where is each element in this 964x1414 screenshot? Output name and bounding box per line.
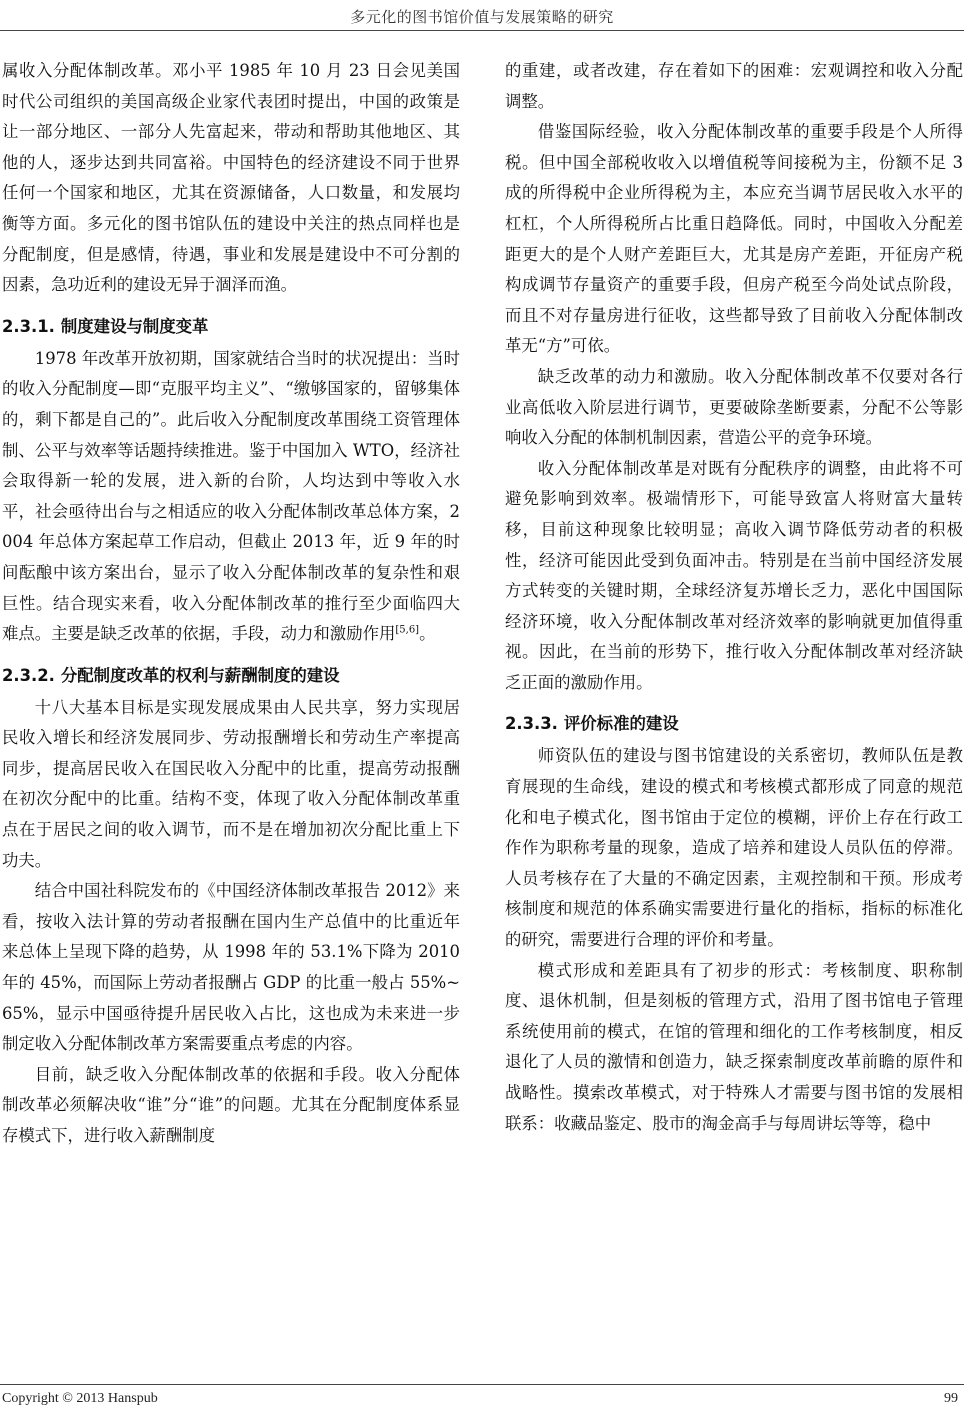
paragraph: 师资队伍的建设与图书馆建设的关系密切，教师队伍是教育展现的生命线，建设的模式和考核模式都形成了同意的规范化和电子模式化，图书馆由于定位的模糊，评价上存在行政工作作为职称考量的现象，造成了培养和建设人员队伍的停滞。人员考核存在了大量的不确定因素，主观控制和干预。形成考核制度和规范的体系确实需要进行量化的指标，指标的标准化的研究，需要进行合理的评价和考量。 [505, 746, 963, 950]
header-rule [0, 30, 964, 31]
paragraph-continued: 属收入分配体制改革。邓小平 1985 年 10 月 23 日会见美国时代公司组织的美国高级企业家代表团时提出，中国的政策是让一部分地区、一部分人先富起来，带动和帮助其他地区、其他的人，逐步达到共同富裕。中国特色的经济建设不同于世界任何一个国家和地区，尤其在资源储备，人口数量，和发展均衡等方面。多元化的图书馆队伍的建设中关注的热点同样也是分配制度，但是感情，待遇，事业和发展是建设中不可分割的因素，急功近利的建设无异于涸泽而渔。 [2, 61, 460, 295]
paragraph [2, 344, 460, 650]
footer-rule [0, 1384, 964, 1385]
paragraph-continued: 的重建，或者改建，存在着如下的困难：宏观调控和收入分配调整。 [505, 61, 963, 111]
paragraph: 借鉴国际经验，收入分配体制改革的重要手段是个人所得税。但中国全部税收收入以增值税等间接税为主，份额不足 3 成的所得税中企业所得税为主，本应充当调节居民收入水平的杠杠，个人所得税所占比重日趋降低。同时，中国收入分配差距更大的是个人财产差距巨大，尤其是房产差距，开征房产税构成调节存量资产的重要手段，但房产税至今尚处试点阶段，而且不对存量房进行征收，这些都导致了目前收入分配体制改革无“方”可依。 [505, 122, 963, 356]
section-title: 分配制度改革的权利与薪酬制度的建设 [60, 665, 340, 685]
section-heading-2-3-2 [2, 661, 460, 691]
paragraph: 结合中国社科院发布的《中国经济体制改革报告 2012》来看，按收入法计算的劳动者报酬在国内生产总值中的比重近年来总体上呈现下降的趋势，从 1998 年的 53.1%下降为 2010 年的 45%，而国际上劳动者报酬占 GDP 的比重一般占 55%~65%，显示中国亟待提升居民收入占比，这也成为未来进一步制定收入分配体制改革方案需要重点考虑的内容。 [2, 881, 460, 1054]
running-header: 多元化的图书馆价值与发展策略的研究 [350, 8, 614, 26]
paragraph: 十八大基本目标是实现发展成果由人民共享，努力实现居民收入增长和经济发展同步、劳动报酬增长和劳动生产率提高同步，提高居民收入在国民收入分配中的比重，提高劳动报酬在初次分配中的比重。结构不变，体现了收入分配体制改革重点在于居民之间的收入调节，而不是在增加初次分配比重上下功夫。 [2, 697, 460, 870]
right-column [505, 56, 963, 1139]
section-number: 2.3.3. [505, 714, 558, 734]
citation-ref: [5,6] [395, 624, 420, 636]
left-column [2, 56, 460, 1152]
paragraph: 模式形成和差距具有了初步的形式：考核制度、职称制度、退休机制，但是刻板的管理方式，沿用了图书馆电子管理系统使用前的模式，在馆的管理和细化的工作考核制度，相反退化了人员的激情和创造力，缺乏探索制度改革前瞻的原件和战略性。摸索改革模式，对于特殊人才需要与图书馆的发展相联系：收藏品鉴定、股市的淘金高手与每周讲坛等等，稳中 [505, 960, 963, 1133]
section-title: 制度建设与制度变革 [60, 316, 209, 336]
paragraph-text: 1978 年改革开放初期，国家就结合当时的状况提出：当时的收入分配制度—即“克服平均主义”、“缴够国家的，留够集体的，剩下都是自己的”。此后收入分配制度改革围绕工资管理体制、公平与效率等话题持续推进。鉴于中国加入 WTO，经济社会取得新一轮的发展，进入新的台阶，人均达到中等收入水平，社会亟待出台与之相适应的收入分配体制改革总体方案，2004 年总体方案起草工作启动，但截止 2013 年，近 9 年的时间酝酿中该方案出台，显示了收入分配体制改革的复杂性和艰巨性。结合现实来看，收入分配体制改革的推行至少面临四大难点。主要是缺乏改革的依据，手段，动力和激励作用 [2, 348, 460, 644]
section-number: 2.3.2. [2, 665, 55, 685]
paragraph: 收入分配体制改革是对既有分配秩序的调整，由此将不可避免影响到效率。极端情形下，可能导致富人将财富大量转移，目前这种现象比较明显；高收入调节降低劳动者的积极性，经济可能因此受到负面冲击。特别是在当前中国经济发展方式转变的关键时期，全球经济复苏增长乏力，恶化中国国际经济环境，收入分配体制改革对经济效率的影响就更加值得重视。因此，在当前的形势下，推行收入分配体制改革对经济缺乏正面的激励作用。 [505, 458, 963, 692]
section-heading-2-3-1 [2, 312, 460, 342]
paragraph: 目前，缺乏收入分配体制改革的依据和手段。收入分配体制改革必须解决收“谁”分“谁”的问题。尤其在分配制度体系显存模式下，进行收入薪酬制度 [2, 1064, 460, 1145]
section-heading-2-3-3 [505, 709, 963, 739]
section-number: 2.3.1. [2, 316, 55, 336]
paragraph-end: 。 [419, 624, 436, 644]
page-number: 99 [944, 1391, 958, 1406]
paragraph: 缺乏改革的动力和激励。收入分配体制改革不仅要对各行业高低收入阶层进行调节，更要破除垄断要素，分配不公等影响收入分配的体制机制因素，营造公平的竞争环境。 [505, 366, 963, 448]
section-title: 评价标准的建设 [563, 714, 679, 734]
copyright-notice: Copyright © 2013 Hanspub [2, 1391, 158, 1406]
